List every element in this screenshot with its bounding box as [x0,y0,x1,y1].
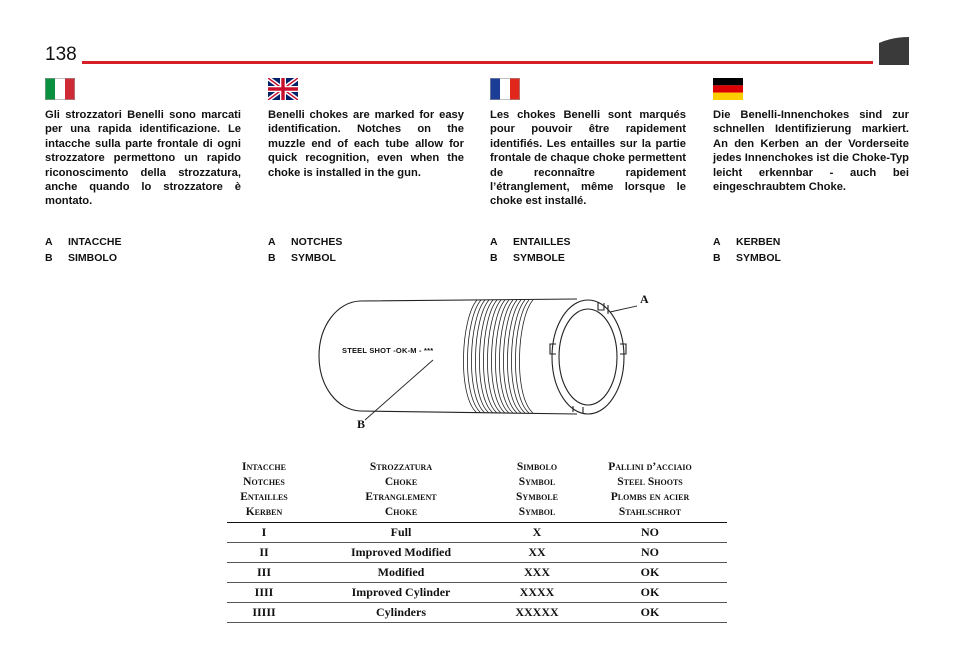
cell-choke: Cylinders [301,603,501,623]
legend-french [490,234,571,266]
header-choke: Strozzatura Choke Etranglement Choke [301,460,501,523]
paragraph-italian: Gli strozzatori Benelli sono marcati per una rapida identificazione. Le intacche sulla parte frontale di ogni strozzatore permettono un rapido riconoscimento della strozzatura, anche quando lo strozzatore è montato. [45,109,241,208]
table-row [227,583,727,603]
legend-german [713,234,781,266]
header-notches: Intacche Notches Entailles Kerben [227,460,301,523]
table-row [227,543,727,563]
cell-symbol: XX [501,543,573,563]
page-number: 138 [45,44,77,65]
legend-label-b: SYMBOLE [513,252,565,264]
legend-italian [45,234,121,266]
cell-notches: I [227,523,301,543]
label-a: A [640,292,649,306]
cell-notches: III [227,563,301,583]
cell-steel-shot: OK [573,603,727,623]
legend-key-b: B [713,252,721,264]
column-italian [45,78,241,209]
cell-steel-shot: OK [573,583,727,603]
cell-notches: IIIII [227,603,301,623]
cell-steel-shot: NO [573,543,727,563]
legend-label-a: NOTCHES [291,236,343,248]
cell-choke: Full [301,523,501,543]
header-symbol: Simbolo Symbol Symbole Symbol [501,460,573,523]
legend-key-b: B [490,252,498,264]
french-flag-icon [490,78,520,100]
cell-steel-shot: NO [573,523,727,543]
column-english [268,78,464,180]
paragraph-french: Les chokes Benelli sont marqués pour pouvoir être rapidement identifiés. Les entailles sur la partie frontale de chaque choke permettent de reconnaître rapidement l’étranglement, même lorsque le choke est installé. [490,109,686,208]
paragraph-english: Benelli chokes are marked for easy identification. Notches on the muzzle end of each tube allow for quick recognition, even when the choke is installed in the gun. [268,109,464,179]
choke-tube-diagram [315,288,655,438]
table-row [227,603,727,623]
italian-flag-icon [45,78,75,100]
legend-key-a: A [268,236,276,248]
legend-english [268,234,342,266]
header-steel-shot: Pallini d’acciaio Steel Shoots Plombs en acier Stahlschrot [573,460,727,523]
legend-key-a: A [45,236,53,248]
legend-label-a: INTACCHE [68,236,122,248]
uk-flag-icon [268,78,298,100]
paragraph-german: Die Benelli-Innenchokes sind zur schnellen Identifizierung markiert. An den Kerben an der Vorderseite jedes Innenchokes ist die Choke-Typ leicht erkennbar - auch bei eingeschraubtem Choke. [713,109,909,194]
label-b: B [357,417,366,431]
cell-notches: II [227,543,301,563]
choke-table [227,460,727,623]
legend-key-a: A [713,236,721,248]
column-german [713,78,909,194]
german-flag-icon [713,78,743,100]
cell-symbol: X [501,523,573,543]
cell-symbol: XXX [501,563,573,583]
legend-label-b: SIMBOLO [68,252,117,264]
legend-label-a: ENTAILLES [513,236,571,248]
legend-label-a: KERBEN [736,236,781,248]
column-french [490,78,686,209]
legend-key-a: A [490,236,498,248]
engraving-text: STEEL SHOT -OK-M - *** [342,346,434,355]
legend-label-b: SYMBOL [291,252,336,264]
header-rule [82,61,873,64]
cell-choke: Improved Cylinder [301,583,501,603]
legend-key-b: B [268,252,276,264]
cell-symbol: XXXXX [501,603,573,623]
corner-tab-icon [879,37,909,65]
table-header-row [227,460,727,523]
cell-symbol: XXXX [501,583,573,603]
table-row [227,523,727,543]
table-row [227,563,727,583]
legend-key-b: B [45,252,53,264]
legend-label-b: SYMBOL [736,252,781,264]
cell-steel-shot: OK [573,563,727,583]
cell-choke: Improved Modified [301,543,501,563]
cell-choke: Modified [301,563,501,583]
cell-notches: IIII [227,583,301,603]
